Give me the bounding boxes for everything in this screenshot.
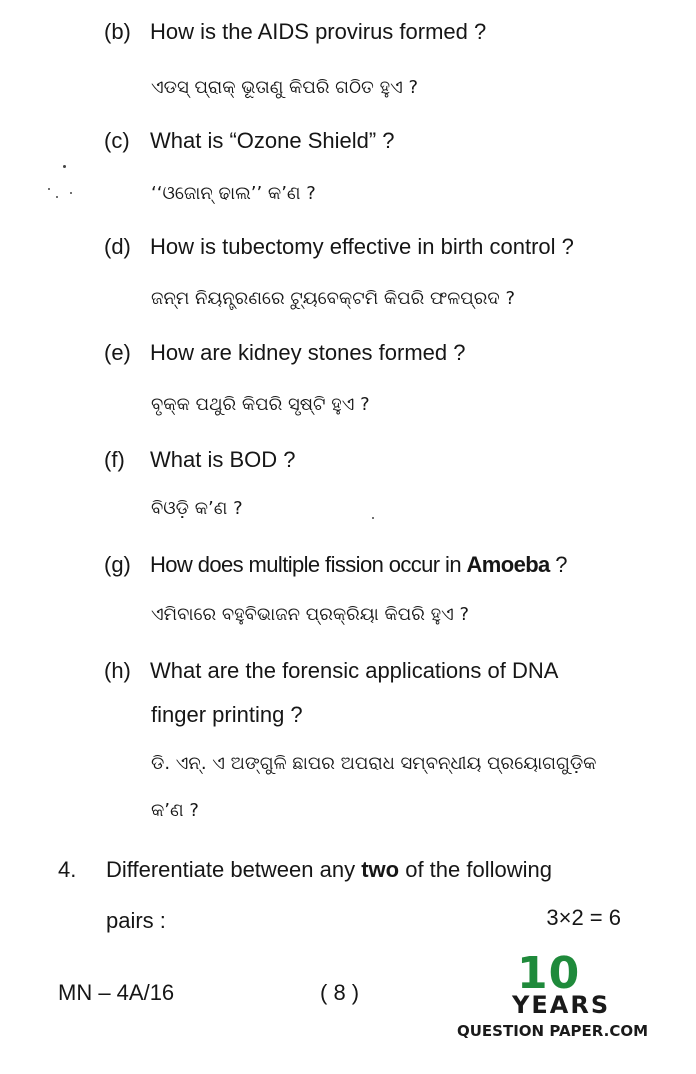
question-d-odia: ଜନ୍ମ ନିୟନ୍ତ୍ରଣରେ ଟ୍ୟୁବେକ୍ଟମି କିପରି ଫଳପ୍ରଦ ?: [151, 288, 516, 309]
question-f-odia: ବିଓଡ଼ି କ’ଣ ?: [151, 498, 243, 519]
question-f: [104, 447, 295, 473]
question-d: [104, 234, 574, 260]
question-letter: (h): [104, 658, 131, 683]
scan-speck: [48, 188, 50, 190]
question-text: [150, 552, 567, 577]
scan-speck: [63, 165, 66, 168]
question-text: How is the AIDS provirus formed ?: [150, 19, 487, 44]
page-number: ( 8 ): [320, 980, 360, 1005]
question-b: [104, 19, 486, 45]
question-text: [106, 857, 552, 882]
logo-number: 10: [517, 948, 581, 999]
question-text-bold: two: [361, 857, 400, 882]
watermark-logo: [455, 948, 655, 1047]
question-number: 4.: [58, 857, 77, 882]
question-text-bold: Amoeba: [466, 552, 550, 577]
scan-speck: [70, 192, 72, 194]
question-letter: (b): [104, 19, 131, 44]
question-h-continuation: finger printing ?: [151, 702, 303, 727]
question-text: How is tubectomy effective in birth control ?: [150, 234, 574, 259]
question-4-marks: 3×2 = 6: [546, 905, 621, 930]
question-b-odia: ଏଡସ୍ ପ୍ରାକ୍ ଭୂତାଣୁ କିପରି ଗଠିତ ହୁଏ ?: [151, 77, 418, 98]
logo-site: QUESTION PAPER.COM: [457, 1022, 649, 1040]
scan-speck: [56, 196, 58, 198]
question-e: [104, 340, 466, 366]
question-letter: (f): [104, 447, 125, 472]
question-4-continuation: pairs :: [106, 908, 166, 933]
question-h: [104, 658, 558, 684]
question-text-part: Differentiate between any: [106, 857, 362, 882]
question-letter: (g): [104, 552, 131, 577]
question-c: [104, 128, 395, 154]
paper-code: MN – 4A/16: [58, 980, 175, 1005]
question-4: [58, 857, 552, 883]
question-h-odia: ଡି. ଏନ୍. ଏ ଅଙ୍ଗୁଳି ଛାପର ଅପରାଧ ସମ୍ବନ୍ଧୀୟ ପ୍ରୟୋଗଗୁଡ଼ିକ: [151, 753, 597, 774]
question-text-part: ?: [549, 552, 567, 577]
scan-speck: [372, 517, 374, 519]
question-c-odia: ‘‘ଓଜୋନ୍ ଢାଲ’’ କ’ଣ ?: [151, 183, 316, 204]
question-g: [104, 552, 567, 578]
question-text: What is BOD ?: [150, 447, 296, 472]
question-letter: (e): [104, 340, 131, 365]
question-text: How are kidney stones formed ?: [150, 340, 466, 365]
question-text-part: of the following: [399, 857, 552, 882]
logo-years: YEARS: [512, 991, 611, 1019]
question-h-odia-continuation: କ’ଣ ?: [151, 800, 199, 821]
question-g-odia: ଏମିବାରେ ବହୁବିଭାଜନ ପ୍ରକ୍ରିୟା କିପରି ହୁଏ ?: [151, 604, 470, 625]
question-e-odia: ବୃକ୍କ ପଥୁରି କିପରି ସୃଷ୍ଟି ହୁଏ ?: [151, 394, 370, 415]
question-letter: (d): [104, 234, 131, 259]
question-text: What is “Ozone Shield” ?: [150, 128, 395, 153]
question-text-part: How does multiple fission occur in: [150, 552, 467, 577]
question-letter: (c): [104, 128, 130, 153]
question-text: What are the forensic applications of DNA: [150, 658, 559, 683]
